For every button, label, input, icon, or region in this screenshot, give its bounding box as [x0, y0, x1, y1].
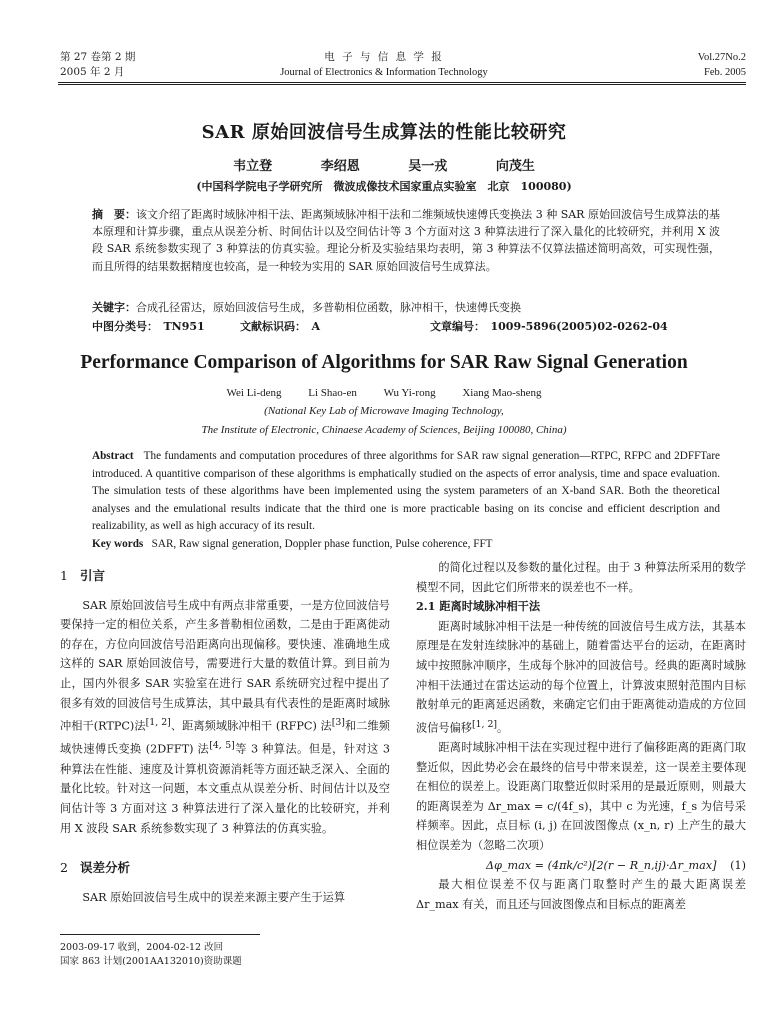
citation: [1, 2]	[145, 717, 171, 729]
author-zh: 吴一戎	[408, 159, 448, 174]
author-list-en	[0, 387, 768, 399]
abstract-text-zh: 该文介绍了距离时域脉冲相干法、距离频域脉冲相干法和二维频域快速傅氏变换法 3 种 SAR 原始回波信号生成算法的基本原理和计算步骤，重点从误差分析、时间估计以及空间估计等 3 个方面对这 3 种算法进行了深入量化的比较研究，并利用 X 波段 SAR 系统参数实现了 3 种算法的仿真实验。理论分析及实验结果均表明，第 3 种算法不仅算法描述简明高效，可实现性强，而且所得的结果数据精度也较高，是一种较为实用的 SAR 原始回波信号生成算法。	[92, 208, 721, 273]
paragraph-text: 等 3 种算法。但是，针对这 3 种算法在性能、速度及计算机资源消耗等方面还缺乏深入、全面的量化比较。针对这一问题，本文重点从误差分析、时间估计以及空间估计等 3 方面对这 3 种算法进行了深入量化的比较研究，并利用 X 波段 SAR 系统参数实现了 3 种算法的仿真实验。	[60, 743, 390, 835]
keywords-text-zh: 合成孔径雷达，原始回波信号生成，多普勒相位函数，脉冲相干，快速傅氏变换	[136, 301, 521, 314]
affiliation-en-line2: The Institute of Electronic, Chinaese Academy of Sciences, Beijing 100080, China)	[201, 424, 567, 436]
abstract-en	[92, 448, 720, 536]
equation-number: (1)	[730, 858, 746, 872]
body-paragraph: SAR 原始回波信号生成中的误差来源主要产生于运算	[82, 890, 346, 904]
section-heading	[60, 566, 390, 586]
author-zh: 李绍恩	[320, 159, 360, 174]
paragraph-text: 距离时域脉冲相干法是一种传统的回波信号生成方法，其基本原理是在发射连续脉冲的基础上，随着雷达平台的运动，在距离时域中按照脉冲顺序，生成每个脉冲的回波信号。经典的距离时域脉冲相干法通过在雷达运动的每个位置上，计算波束照射范围内目标散射单元的距离延迟函数，来确定它们由于距离徙动造成的方位回波信号偏移	[416, 619, 746, 735]
body-paragraph	[60, 596, 390, 839]
document-code: 文献标识码： A	[240, 320, 321, 333]
subsection-heading: 2.1 距离时域脉冲相干法	[416, 599, 541, 614]
abstract-label-en: Abstract	[92, 450, 134, 462]
affiliation-en-line1: (National Key Lab of Microwave Imaging Technology,	[264, 405, 504, 417]
author-zh: 向茂生	[495, 159, 535, 174]
section-number: 1	[60, 568, 68, 583]
equation-body: Δφ_max = (4πk/c²)[2(r − R_n,ij)·Δr_max]	[486, 858, 717, 872]
header-rule	[58, 82, 746, 83]
body-column-left	[60, 558, 390, 907]
footnote-funding: 国家 863 计划(2001AA132010)资助课题	[60, 956, 242, 967]
author-zh: 韦立登	[233, 159, 273, 174]
keywords-label-en: Key words	[92, 538, 144, 550]
body-paragraph: 距离时域脉冲相干法在实现过程中进行了偏移距离的距离门取整近似，因此势必会在最终的信号中带来误差，这一误差主要体现在相位的误差上。设距离门取整近似时采用的是最近原则，则最大的距离误差为 Δr_max = c/(4f_s)，其中 c 为光速，f_s 为信号采样频率。因此，点目标 (i, j) 在回波图像点 (x_n, r) 上产生的最大相位误差为（忽略二次项）	[416, 741, 746, 853]
paragraph-text: SAR 原始回波信号生成中有两点非常重要，一是方位回波信号要保持一定的相位关系，产生多普勒相位函数，二是由于距离徙动的存在，方位向回波信号沿距离向出现偏移。要快速、准确地生成这样的 SAR 原始回波信号，需要进行大量的数值计算。到目前为止，国内外很多 SAR 实验室在进行 SAR 系统研究过程中提出了很多有效的回波信号生成算法，其中最具有代表性的是距离时域脉冲相干(RTPC)法	[60, 598, 390, 733]
body-paragraph	[416, 617, 746, 738]
equation-1	[416, 856, 746, 876]
affiliation-zh: (中国科学院电子学研究所 微波成像技术国家重点实验室 北京 100080)	[196, 180, 572, 193]
keywords-text-en: SAR, Raw signal generation, Doppler phase function, Pulse coherence, FFT	[151, 538, 493, 550]
keywords-zh	[92, 299, 720, 316]
journal-name	[0, 50, 768, 80]
abstract-label-zh: 摘 要：	[92, 208, 137, 221]
author-en: Wei Li-deng	[226, 387, 282, 399]
body-column-right	[416, 558, 746, 914]
section-number: 2	[60, 860, 68, 876]
journal-volume-info-en	[698, 50, 746, 80]
header-rule-thin	[58, 84, 746, 85]
paper-title-zh: SAR 原始回波信号生成算法的性能比较研究	[201, 122, 567, 143]
publication-date-en: Feb. 2005	[704, 67, 746, 78]
author-en: Wu Yi-rong	[383, 387, 436, 399]
volume-issue: 第 27 卷第 2 期	[60, 51, 136, 63]
author-en: Xiang Mao-sheng	[462, 387, 542, 399]
journal-name-en: Journal of Electronics & Information Technology	[280, 67, 488, 78]
publication-date: 2005 年 2 月	[60, 66, 125, 78]
citation: [1, 2]	[471, 718, 498, 730]
keywords-label-zh: 关键字：	[92, 301, 136, 314]
journal-name-zh: 电 子 与 信 息 学 报	[324, 51, 444, 63]
abstract-zh	[92, 206, 720, 275]
paragraph-text: 和二维频域快速傅氏变换 (2DFFT) 法	[60, 719, 390, 757]
paragraph-text: 、距离频域脉冲相干 (RFPC) 法	[170, 719, 332, 733]
author-en: Li Shao-en	[308, 387, 357, 399]
paper-title-en: Performance Comparison of Algorithms for SAR Raw Signal Generation	[80, 352, 688, 373]
author-list-zh	[0, 155, 768, 174]
footnote-rule	[60, 934, 260, 935]
abstract-text-en: The fundaments and computation procedures of three algorithms for SAR raw signal generation—RTPC, RFPC and 2DFFTare introduced. A quantitive comparison of these algorithms is emphatically studied on the aspects of error analysis, time and space evaluation. The simulation tests of these algorithms have been implemented using the system parameters of an X-band SAR. Both the theoretical analyses and the emulational results indicate that the third one is more practicable basing on its concise and efficient description and realizability, as well as high accuracy of its result.	[92, 450, 721, 532]
section-heading	[60, 858, 390, 878]
keywords-en	[92, 536, 720, 553]
section-title: 误差分析	[80, 860, 131, 876]
clc-number: 中图分类号： TN951	[92, 320, 205, 333]
footnote-received: 2003-09-17 收到，2004-02-12 改回	[60, 942, 224, 953]
citation: [4, 5]	[209, 740, 235, 752]
section-title: 引言	[80, 568, 106, 583]
paragraph-text: 。	[497, 721, 509, 735]
volume-issue-en: Vol.27No.2	[697, 52, 746, 63]
citation: [3]	[331, 717, 345, 729]
article-number: 文章编号： 1009-5896(2005)02-0262-04	[430, 320, 668, 333]
body-paragraph: 的简化过程以及参数的量化过程。由于 3 种算法所采用的数学模型不同，因此它们所带来的误差也不一样。	[416, 561, 746, 594]
body-paragraph: 最大相位误差不仅与距离门取整时产生的最大距离误差 Δr_max 有关，而且还与回波图像点和目标点的距离差	[416, 878, 746, 911]
